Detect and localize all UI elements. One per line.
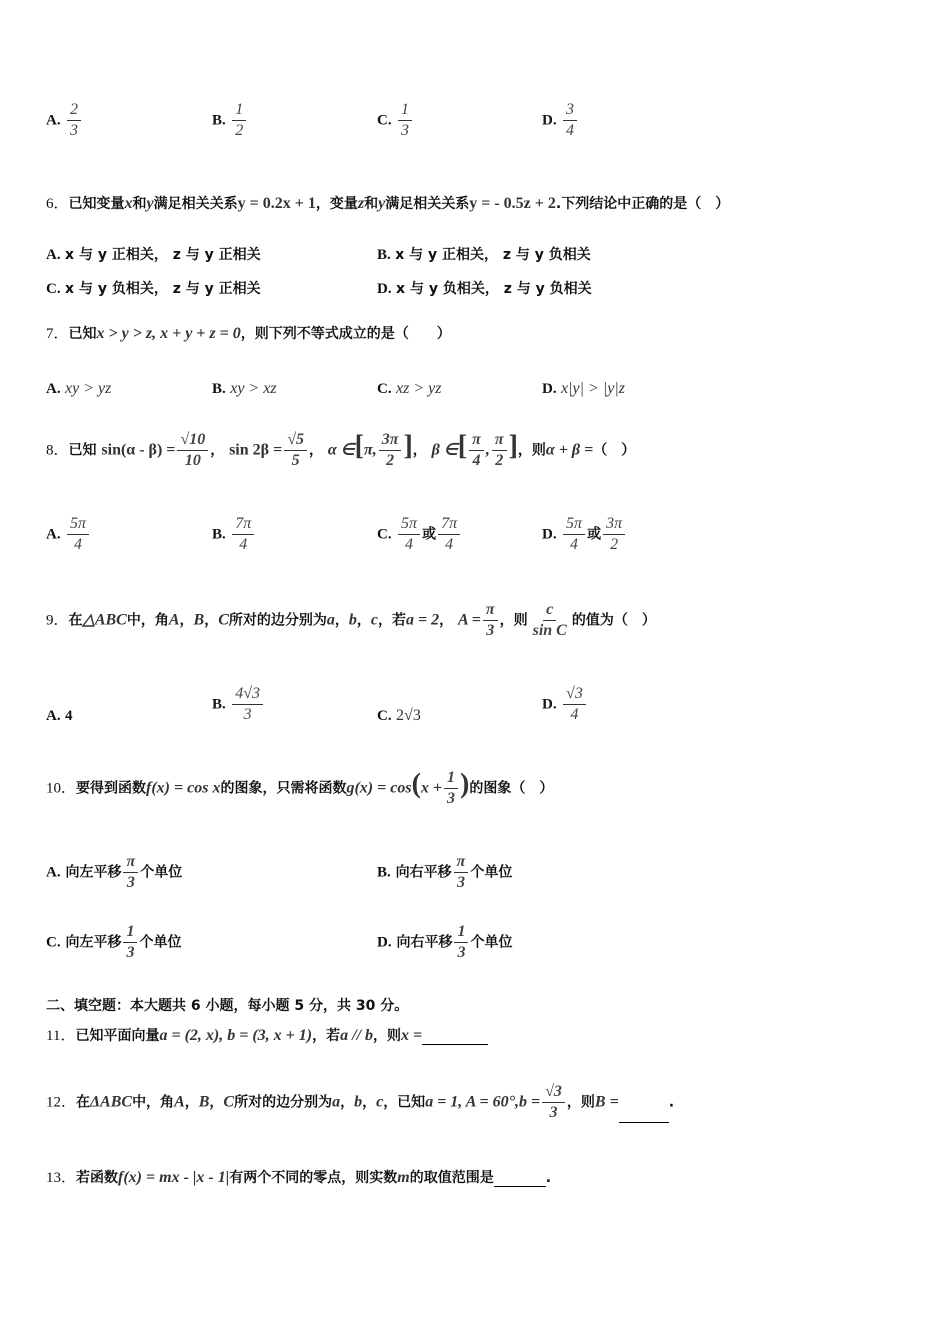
q8-fraction-1: $\frac{√10}{10}$	[177, 430, 208, 471]
q5-option-d-fraction: $\frac{3}{4}$	[563, 100, 577, 141]
q11-vectors: a = (2, x), b = (3, x + 1)	[159, 1027, 313, 1044]
q9-option-b[interactable]: B. $\frac{4√3}{3}$	[212, 684, 265, 725]
q8-option-d[interactable]: D. $\frac{5\pi}{4}$ 或 $\frac{3\pi}{2}$	[542, 514, 627, 555]
question-6: 6．已知变量x和y满足相关关系y = 0.2x + 1，变量z和y满足相关关系y = - 0.5z + 2.下列结论中正确的是（ ）	[46, 195, 730, 212]
question-7: 7．已知x > y > z, x + y + z = 0，则下列不等式成立的是（ ）	[46, 325, 451, 342]
q8-option-c[interactable]: C. $\frac{5\pi}{4}$ 或 $\frac{7\pi}{4}$	[377, 514, 462, 555]
question-8: 8．已知 sin(α - β) = $\frac{√10}{10}$ ， sin 2β = $\frac{√5}{5}$ ， α ∈[π, $\frac{3\pi}{2}$ ]， β ∈[ $\frac{\pi}{4}$ , $\frac{\pi}{2}$ ]，则α + β =（ ）	[46, 430, 636, 469]
q11-answer-blank[interactable]	[422, 1044, 488, 1045]
question-11: 11．已知平面向量a = (2, x), b = (3, x + 1)，若a // b，则x =	[46, 1024, 488, 1045]
q6-option-d[interactable]: D. x 与 y 负相关， z 与 y 负相关	[377, 281, 592, 297]
q5-option-a[interactable]: A. $\frac{2}{3}$	[46, 100, 83, 141]
q7-option-a[interactable]: A. xy > yz	[46, 380, 112, 397]
question-13: 13．若函数f(x) = mx - |x - 1|有两个不同的零点，则实数m的取值范围是 .	[46, 1169, 552, 1186]
q9-option-c[interactable]: C. 2√3	[377, 707, 421, 724]
q6-relation-1: y = 0.2x + 1	[237, 195, 316, 212]
q10-option-d[interactable]: D. 向右平移 $\frac{1}{3}$ 个单位	[377, 923, 513, 961]
q7-option-d[interactable]: D. x|y| > |y|z	[542, 380, 625, 397]
q10-f: f(x) = cos x	[146, 779, 221, 797]
q6-relation-2: y = - 0.5z + 2	[469, 195, 556, 212]
q6-option-b[interactable]: B. x 与 y 正相关， z 与 y 负相关	[377, 247, 591, 263]
q5-option-c[interactable]: C. $\frac{1}{3}$	[377, 100, 414, 141]
q8-fraction-2: $\frac{√5}{5}$	[284, 430, 307, 471]
q6-option-a[interactable]: A. x 与 y 正相关， z 与 y 正相关	[46, 247, 261, 263]
q5-option-a-fraction: $\frac{2}{3}$	[67, 100, 81, 141]
q5-option-b-fraction: $\frac{1}{2}$	[232, 100, 246, 141]
question-9: 9．在△ABC中，角A，B，C所对的边分别为a，b，c，若a = 2， A = $\frac{\pi}{3}$ ，则 $\frac{c}{\text{sin C}}$ 的值为（ ）	[46, 601, 656, 639]
q10-option-b[interactable]: B. 向右平移 $\frac{\pi}{3}$ 个单位	[377, 853, 513, 891]
q10-option-a[interactable]: A. 向左平移 $\frac{\pi}{3}$ 个单位	[46, 853, 183, 891]
q7-option-c[interactable]: C. xz > yz	[377, 380, 442, 397]
q13-function: f(x) = mx - |x - 1|	[118, 1169, 230, 1186]
q9-option-d[interactable]: D. $\frac{√3}{4}$	[542, 684, 588, 725]
q9-ratio: $\frac{c}{\text{sin C}}$	[532, 601, 567, 639]
q8-option-a[interactable]: A. $\frac{5\pi}{4}$	[46, 514, 91, 555]
q5-option-d[interactable]: D. $\frac{3}{4}$	[542, 100, 579, 141]
q5-option-c-fraction: $\frac{1}{3}$	[398, 100, 412, 141]
question-10: 10．要得到函数f(x) = cos x的图象，只需将函数g(x) = cos(x + $\frac{1}{3}$ )的图象（ ）	[46, 768, 554, 807]
q6-option-c[interactable]: C. x 与 y 负相关， z 与 y 正相关	[46, 281, 261, 297]
q9-option-a[interactable]: A. 4	[46, 708, 73, 724]
q5-option-b[interactable]: B. $\frac{1}{2}$	[212, 100, 248, 141]
q10-option-c[interactable]: C. 向左平移 $\frac{1}{3}$ 个单位	[46, 923, 182, 961]
q5-options	[0, 100, 950, 140]
q12-answer-blank[interactable]	[619, 1122, 669, 1123]
q8-option-b[interactable]: B. $\frac{7\pi}{4}$	[212, 514, 256, 555]
q7-condition: x > y > z, x + y + z = 0	[96, 325, 241, 342]
q10-g: g(x) = cos	[346, 779, 412, 797]
q13-answer-blank[interactable]	[494, 1186, 546, 1187]
question-12: 12．在ΔABC中，角A，B，C所对的边分别为a，b，c，已知a = 1, A = 60°,b = $\frac{√3}{3}$ ，则B = .	[46, 1083, 675, 1121]
q7-option-b[interactable]: B. xy > xz	[212, 380, 277, 397]
section-2-title: 二、填空题：本大题共 6 小题，每小题 5 分，共 30 分。	[46, 998, 409, 1014]
